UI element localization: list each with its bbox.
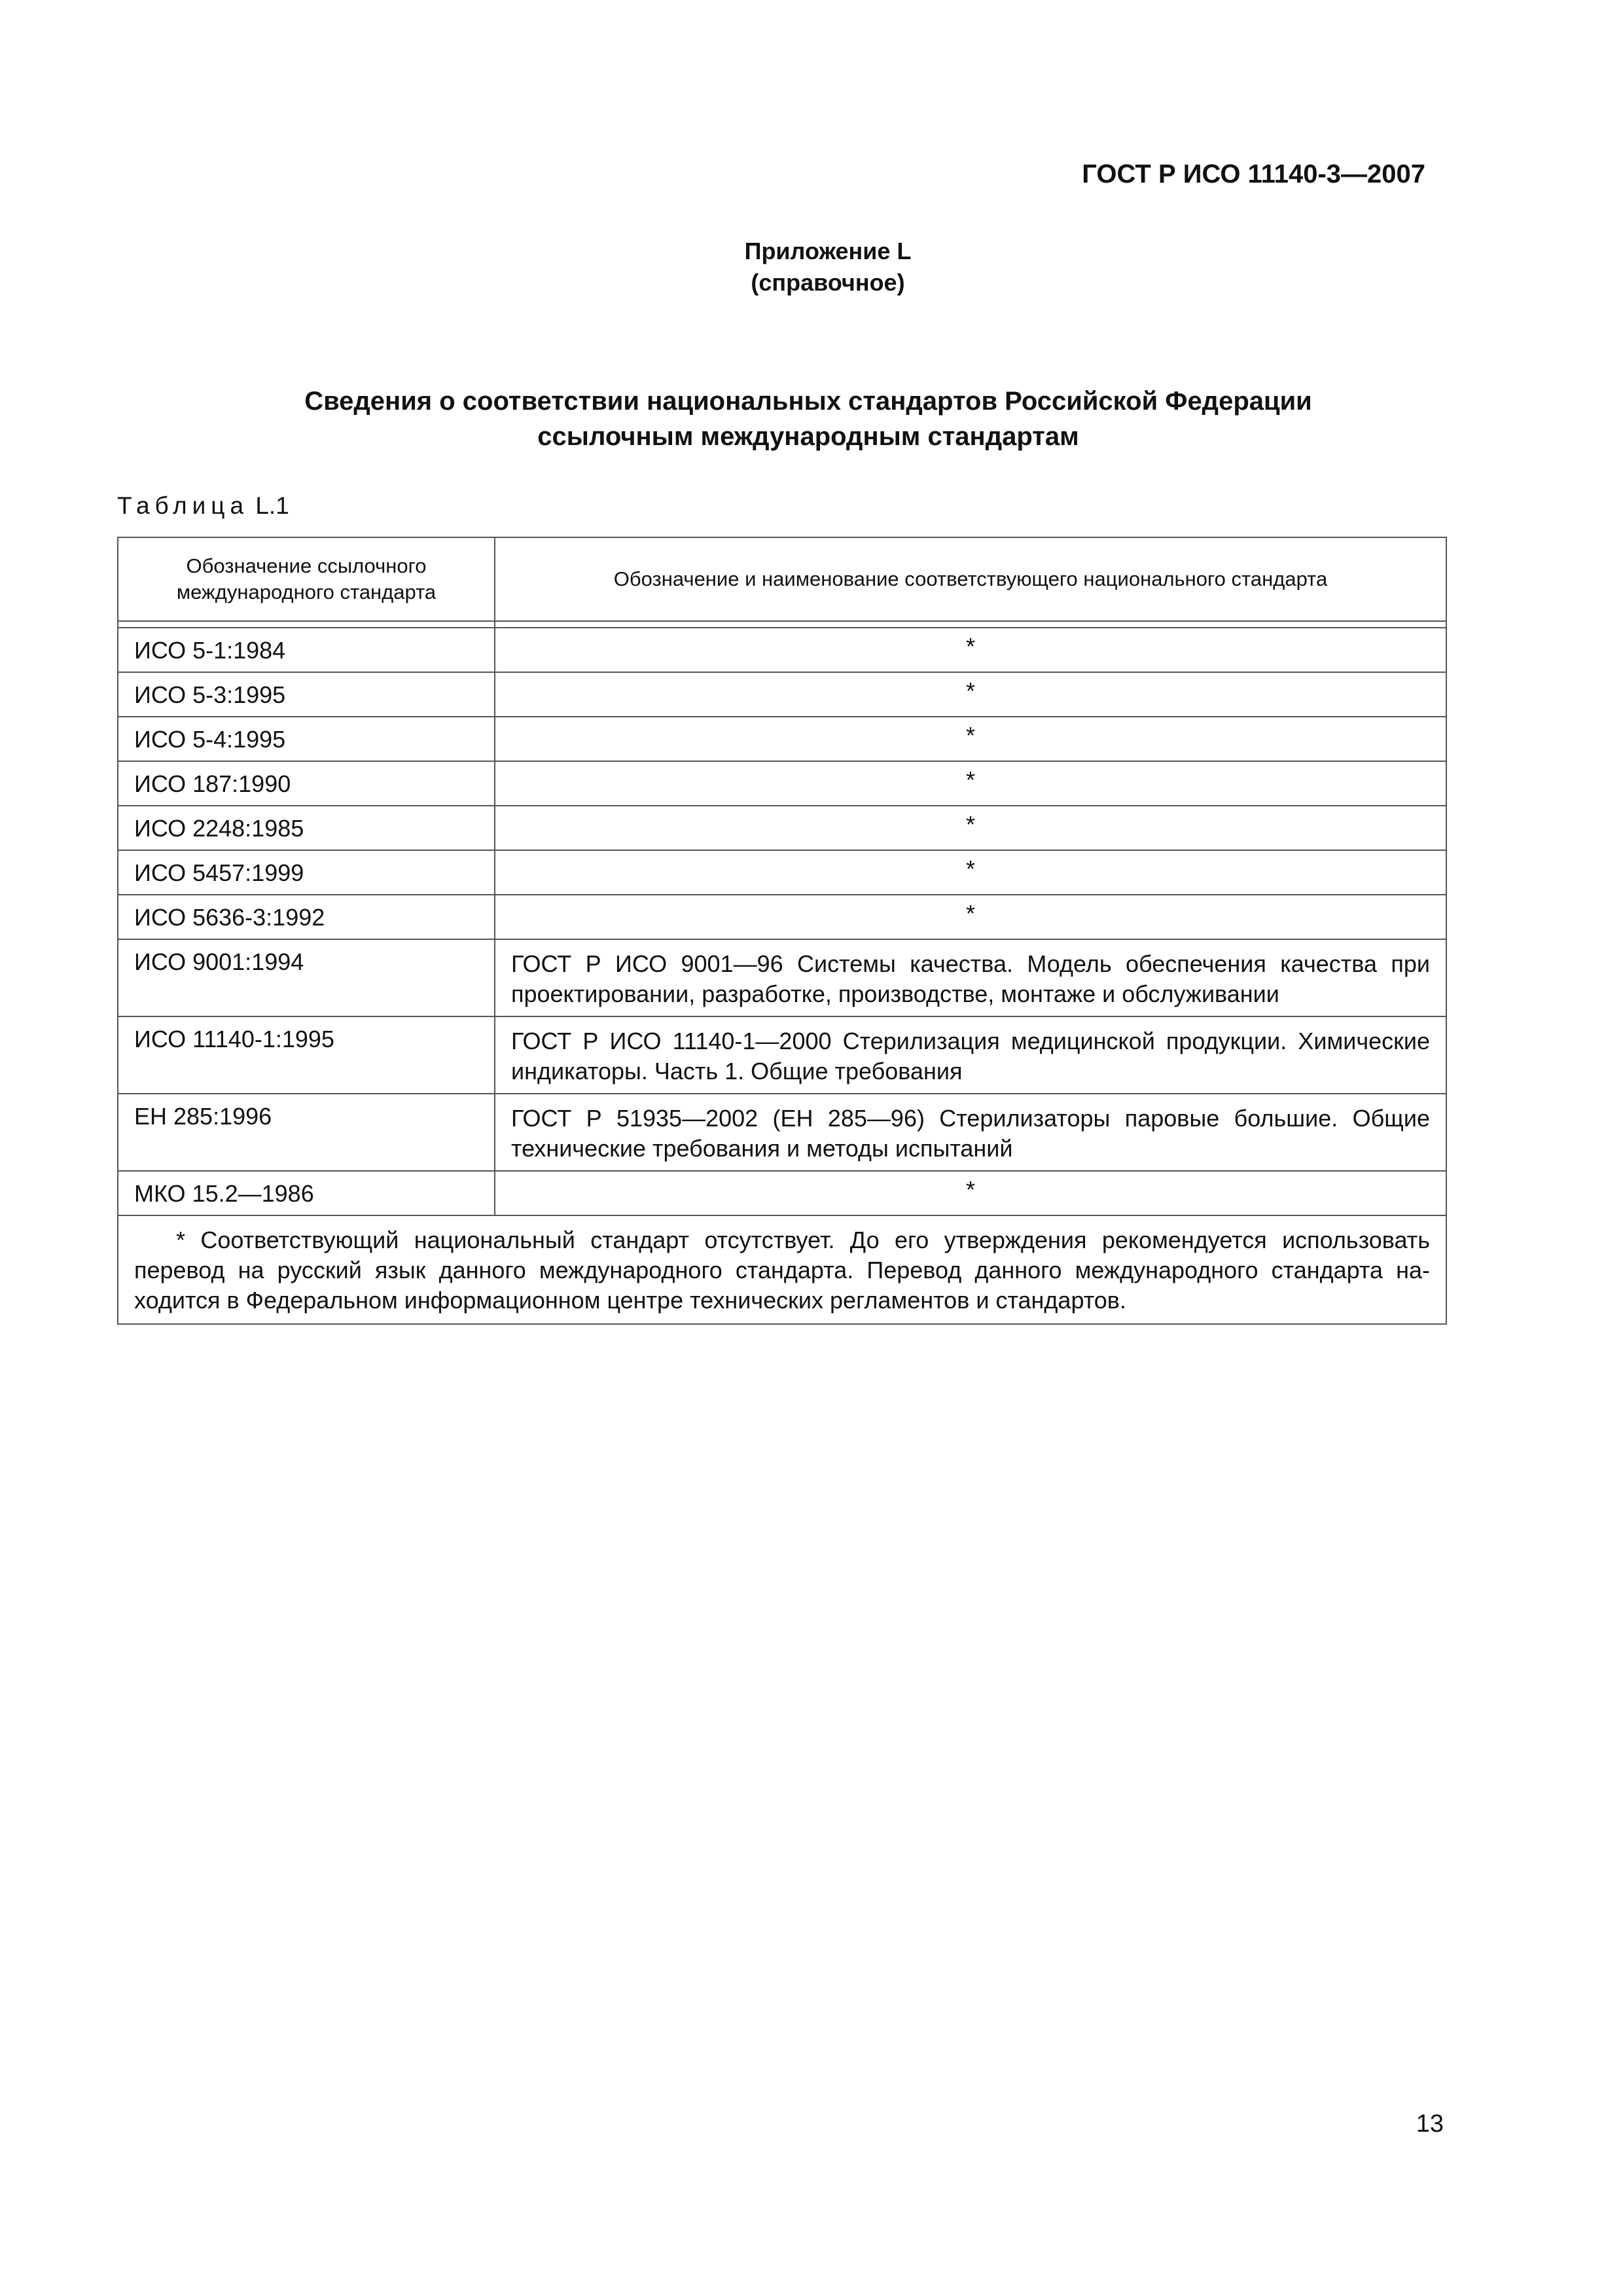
international-standard-code: ИСО 9001:1994 <box>118 939 495 1016</box>
international-standard-code: ИСО 5-4:1995 <box>118 717 495 761</box>
column-header-international: Обозначение ссылочного международного стандарта <box>118 537 495 621</box>
document-code: ГОСТ Р ИСО 11140-3—2007 <box>1082 160 1425 188</box>
table-row <box>118 1094 1446 1171</box>
table-row <box>118 628 1446 672</box>
table-row <box>118 850 1446 895</box>
national-standard: ГОСТ Р ИСО 9001—96 Системы качества. Модель обеспечения качества при проектировании, разработке, производстве, монтаже и обслуживании <box>495 939 1446 1016</box>
column-header-national: Обозначение и наименование соответствующего национального стандарта <box>495 537 1446 621</box>
table-row <box>118 1171 1446 1215</box>
page-number: 13 <box>1416 2110 1444 2138</box>
table-header-row <box>118 537 1446 621</box>
international-standard-code: ИСО 187:1990 <box>118 761 495 806</box>
table-row <box>118 939 1446 1016</box>
header-separator <box>118 621 1446 628</box>
table-row <box>118 761 1446 806</box>
national-standard: * <box>495 717 1446 761</box>
international-standard-code: ИСО 2248:1985 <box>118 806 495 850</box>
table-footnote-row <box>118 1215 1446 1324</box>
table-caption <box>117 492 289 520</box>
international-standard-code: МКО 15.2—1986 <box>118 1171 495 1215</box>
international-standard-code: ИСО 5636-3:1992 <box>118 895 495 939</box>
table-row <box>118 806 1446 850</box>
appendix-title: Приложение L <box>744 238 912 264</box>
table-row <box>118 895 1446 939</box>
national-standard: * <box>495 628 1446 672</box>
appendix-subtitle: (справочное) <box>751 269 905 296</box>
national-standard: ГОСТ Р ИСО 11140-1—2000 Стерилизация медицинской продукции. Химические индикаторы. Часть 1. Общие требования <box>495 1016 1446 1094</box>
standards-table <box>117 537 1447 1325</box>
table-caption-number: L.1 <box>255 492 289 519</box>
appendix-heading <box>0 236 1623 298</box>
national-standard: * <box>495 850 1446 895</box>
national-standard: * <box>495 806 1446 850</box>
table-row <box>118 672 1446 717</box>
national-standard: ГОСТ Р 51935—2002 (ЕН 285—96) Стерилизаторы паровые большие. Общие технические требования и методы испытаний <box>495 1094 1446 1171</box>
table-caption-word: Таблица <box>117 492 249 519</box>
international-standard-code: ЕН 285:1996 <box>118 1094 495 1171</box>
table-row <box>118 1016 1446 1094</box>
national-standard: * <box>495 672 1446 717</box>
international-standard-code: ИСО 11140-1:1995 <box>118 1016 495 1094</box>
national-standard: * <box>495 1171 1446 1215</box>
international-standard-code: ИСО 5457:1999 <box>118 850 495 895</box>
table-row <box>118 717 1446 761</box>
section-title-line-1: Сведения о соответствии национальных стандартов Российской Федерации <box>304 387 1312 416</box>
section-title <box>0 384 1623 454</box>
national-standard: * <box>495 761 1446 806</box>
international-standard-code: ИСО 5-1:1984 <box>118 628 495 672</box>
national-standard: * <box>495 895 1446 939</box>
table-footnote <box>118 1215 1446 1324</box>
international-standard-code: ИСО 5-3:1995 <box>118 672 495 717</box>
footnote-text: * Соответствующий национальный стандарт отсутствует. До его утверждения рекомендуется использовать перевод на русский язык данного международного стандарта. Перевод данного международного стандарта находится в Федеральном информационном центре технических регламентов и стандартов. <box>134 1227 1430 1314</box>
section-title-line-2: ссылочным международным стандартам <box>537 422 1079 451</box>
